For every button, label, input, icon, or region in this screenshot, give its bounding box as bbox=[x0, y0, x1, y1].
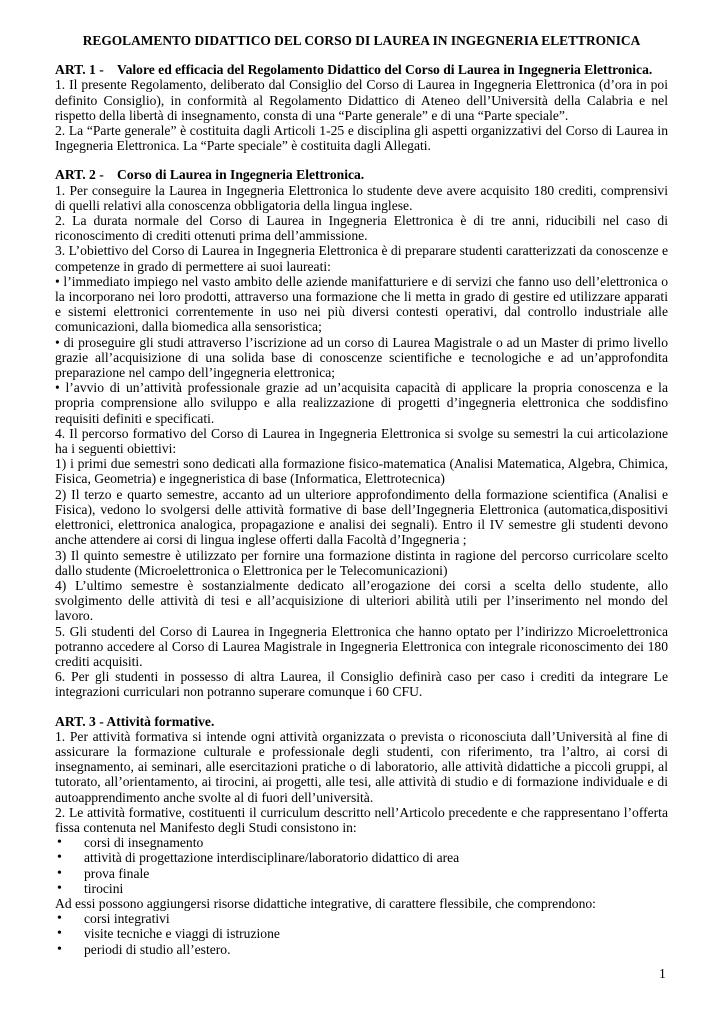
article-3-paragraph: 2. Le attività formative, costituenti il curriculum descritto nell’Articolo precedente e che rappresentano l’offerta fissa contenuta nel Manifesto degli Studi consistono in: bbox=[55, 804, 668, 835]
article-3-paragraph: Ad essi possono aggiungersi risorse didattiche integrative, di carattere flessibile, che comprendono: bbox=[55, 895, 596, 911]
list-item: • periodi di studio all’estero. bbox=[55, 942, 668, 957]
article-2-paragraph: 3. L’obiettivo del Corso di Laurea in Ingegneria Elettronica è di preparare studenti caratterizzati da conoscenze e competenze in grado di permettere ai suoi laureati: bbox=[55, 243, 668, 274]
list-item: • visite tecniche e viaggi di istruzione bbox=[55, 926, 668, 941]
article-1 bbox=[55, 62, 668, 153]
article-2-paragraph: 1. Per conseguire la Laurea in Ingegneria Elettronica lo studente deve avere acquisito 180 crediti, comprensivi di quelli relativi alla conoscenza obbligatoria della lingua inglese. bbox=[55, 182, 668, 213]
article-2 bbox=[55, 167, 668, 699]
article-1-number: ART. 1 - bbox=[55, 62, 104, 78]
article-2-bullet-paragraph: • l’avvio di un’attività professionale grazie ad un’acquisita capacità di applicare la propria conoscenza e la propria comprensione allo sviluppo e alla realizzazione di progetti d’ingegneria elettronica che soddisfino requisiti definiti e specificati. bbox=[55, 380, 668, 426]
article-3-heading bbox=[55, 714, 668, 729]
article-2-semester-item: 2) Il terzo e quarto semestre, accanto ad un ulteriore approfondimento della formazione scientifica (Analisi e Fisica), vedono lo svolgersi delle attività formative di base dell’Ingegneria Elettronica (automatica,dispositivi elettronici, elettronica analogica, propagazione e analisi dei segnali). Entro il IV semestre gli studenti devono anche attendere ai corsi di lingua inglese offerti dalla Facoltà d’Ingegneria ; bbox=[55, 486, 668, 548]
article-1-title: Valore ed efficacia del Regolamento Didattico del Corso di Laurea in Ingegneria Elettronica. bbox=[117, 62, 653, 78]
list-item: • tirocini bbox=[55, 881, 668, 896]
article-2-title: Corso di Laurea in Ingegneria Elettronica. bbox=[117, 167, 365, 183]
article-1-heading bbox=[55, 62, 668, 77]
article-2-semester-item: 4) L’ultimo semestre è sostanzialmente dedicato all’erogazione dei corsi a scelta dello studente, allo svolgimento delle attività di tesi e all’acquisizione di ulteriori abilità utili per l’inserimento nel mondo del lavoro. bbox=[55, 577, 668, 624]
list-item: • prova finale bbox=[55, 866, 668, 881]
document-page bbox=[55, 33, 668, 971]
article-2-bullet-paragraph: • di proseguire gli studi attraverso l’iscrizione ad un corso di Laurea Magistrale o ad un Master di primo livello grazie all’acquisizione di una solida base di conoscenze scientifiche e tecnologiche e ad un’approfondita preparazione nel campo dell’ingegneria elettronica; bbox=[55, 334, 668, 381]
article-1-paragraph: 2. La “Parte generale” è costituita dagli Articoli 1-25 e disciplina gli aspetti organizzativi del Corso di Laurea in Ingegneria Elettronica. La “Parte speciale” è costituita dagli Allegati. bbox=[55, 123, 668, 154]
article-3 bbox=[55, 714, 668, 957]
article-2-paragraph: 4. Il percorso formativo del Corso di Laurea in Ingegneria Elettronica si svolge su semestri la cui articolazione ha i seguenti obiettivi: bbox=[55, 425, 668, 457]
list-item: • corsi integrativi bbox=[55, 911, 668, 926]
article-2-number: ART. 2 - bbox=[55, 167, 104, 183]
article-1-paragraph: 1. Il presente Regolamento, deliberato dal Consiglio del Corso di Laurea in Ingegneria Elettronica (d’ora in poi definito Consiglio), in conformità al Regolamento Didattico di Ateneo dell’Università della Calabria e nel rispetto della libertà di insegnamento, consta di una “Parte generale” e di una “Parte speciale”. bbox=[55, 77, 668, 123]
article-3-title: Attività formative. bbox=[106, 713, 215, 729]
article-2-semester-item: 3) Il quinto semestre è utilizzato per fornire una formazione distinta in ragione del percorso curricolare scelto dallo studente (Microelettronica o Elettronica per le Telecomunicazioni) bbox=[55, 547, 668, 578]
article-3-paragraph: 1. Per attività formativa si intende ogni attività organizzata o prevista o riconosciuta dall’Università al fine di assicurare la formazione culturale e professionale degli studenti, con riferimento, tra l’altro, ai corsi di insegnamento, ai seminari, alle esercitazioni pratiche o di laboratorio, alle attività didattiche a piccoli gruppi, al tutorato, all’orientamento, ai tirocini, ai progetti, alle tesi, alle attività di studio e di formazione individuale e di autoapprendimento anche svolte al di fuori dell’università. bbox=[55, 728, 668, 805]
list-item: • attività di progettazione interdisciplinare/laboratorio didattico di area bbox=[55, 850, 668, 865]
article-2-bullet-paragraph: • l’immediato impiego nel vasto ambito delle aziende manifatturiere e di servizi che fanno uso dell’elettronica o la incorporano nei loro prodotti, attraverso una formazione che li metta in grado di gestire ed utilizzare apparati e sistemi elettronici correntemente in uso nei più diversi contesti operativi, dal controllo industriale alle comunicazioni, dalla biomedica alla sensoristica; bbox=[55, 273, 668, 335]
article-2-paragraph: 2. La durata normale del Corso di Laurea in Ingegneria Elettronica è di tre anni, riducibili nel caso di riconoscimento di crediti ottenuti prima dell’ammissione. bbox=[55, 213, 668, 244]
article-2-semester-item: 1) i primi due semestri sono dedicati alla formazione fisico-matematica (Analisi Matematica, Algebra, Chimica, Fisica, Geometria) e ingegneristica di base (Informatica, Elettrotecnica) bbox=[55, 456, 668, 487]
page-number: 1 bbox=[659, 966, 666, 981]
article-2-paragraph: 5. Gli studenti del Corso di Laurea in Ingegneria Elettronica che hanno optato per l’indirizzo Microelettronica potranno accedere al Corso di Laurea Magistrale in Ingegneria Elettronica con integrale riconoscimento dei 180 crediti acquisiti. bbox=[55, 623, 668, 669]
integrative-resources-list bbox=[55, 911, 668, 957]
document-title: REGOLAMENTO DIDATTICO DEL CORSO DI LAUREA IN INGEGNERIA ELETTRONICA bbox=[82, 33, 641, 48]
article-2-paragraph: 6. Per gli studenti in possesso di altra Laurea, il Consiglio definirà caso per caso i crediti da integrare Le integrazioni curriculari non potranno superare comunque i 60 CFU. bbox=[55, 669, 668, 700]
activities-list bbox=[55, 835, 668, 896]
list-item: • corsi di insegnamento bbox=[55, 835, 668, 850]
article-3-number: ART. 3 - bbox=[55, 713, 104, 729]
article-2-heading bbox=[55, 167, 668, 182]
